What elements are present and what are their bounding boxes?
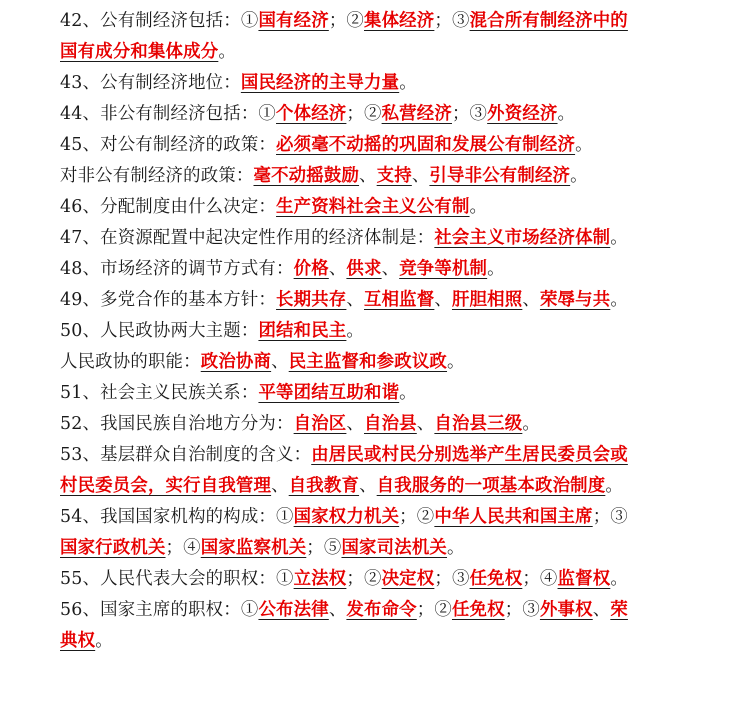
highlighted-answer: 荣 xyxy=(610,600,628,620)
highlighted-answer: 国民经济的主导力量 xyxy=(240,73,400,93)
numbered-item-line xyxy=(60,564,750,595)
plain-text: 。 xyxy=(399,73,417,93)
plain-text: 50、人民政协两大主题： xyxy=(60,321,259,341)
text-line-continuation xyxy=(0,37,750,68)
plain-text: 56、国家主席的职权：① xyxy=(60,600,259,620)
plain-text: 、 xyxy=(522,290,540,310)
numbered-item-line xyxy=(60,99,750,130)
highlighted-answer: 长期共存 xyxy=(276,290,347,310)
plain-text: 。 xyxy=(610,569,628,589)
text-line-continuation xyxy=(0,347,750,378)
numbered-item-line xyxy=(60,285,750,316)
plain-text: 52、我国民族自治地方分为： xyxy=(60,414,294,434)
plain-text: 。 xyxy=(487,259,505,279)
plain-text: ；④ xyxy=(165,538,201,558)
plain-text: ；② xyxy=(399,507,435,527)
plain-text: ；④ xyxy=(522,569,558,589)
highlighted-answer: 决定权 xyxy=(381,569,435,589)
plain-text: ；③ xyxy=(451,104,488,124)
highlighted-answer: 供求 xyxy=(346,259,382,279)
plain-text: 46、分配制度由什么决定： xyxy=(60,197,277,217)
highlighted-answer: 自治县三级 xyxy=(434,414,523,434)
plain-text: 。 xyxy=(610,290,628,310)
plain-text: 。 xyxy=(610,228,628,248)
plain-text: ；③ xyxy=(434,11,470,31)
plain-text: 。 xyxy=(557,104,576,124)
numbered-item-line xyxy=(60,409,750,440)
numbered-item-line xyxy=(60,223,750,254)
plain-text: 、 xyxy=(411,166,430,186)
numbered-item-line xyxy=(60,254,750,285)
plain-text: 、 xyxy=(328,259,347,279)
highlighted-answer: 个体经济 xyxy=(276,104,347,124)
plain-text: 。 xyxy=(399,383,417,403)
plain-text: 。 xyxy=(570,166,588,186)
plain-text: 。 xyxy=(95,631,113,651)
plain-text: ；③ xyxy=(434,569,470,589)
highlighted-answer: 自治区 xyxy=(293,414,347,434)
plain-text: 、 xyxy=(416,414,435,434)
plain-text: 48、市场经济的调节方式有： xyxy=(60,259,294,279)
plain-text: 、 xyxy=(381,259,400,279)
plain-text: 。 xyxy=(447,352,465,372)
highlighted-answer: 国有成分和集体成分 xyxy=(60,42,219,62)
numbered-item-line xyxy=(60,68,750,99)
plain-text: 51、社会主义民族关系： xyxy=(60,383,259,403)
plain-text: 、 xyxy=(592,600,611,620)
highlighted-answer: 引导非公有制经济 xyxy=(429,166,571,186)
highlighted-answer: 国家行政机关 xyxy=(60,538,166,558)
plain-text: 、 xyxy=(271,352,289,372)
plain-text: 、 xyxy=(328,600,347,620)
highlighted-answer: 集体经济 xyxy=(364,11,435,31)
highlighted-answer: 支持 xyxy=(376,166,412,186)
highlighted-answer: 典权 xyxy=(60,631,96,651)
highlighted-answer: 由居民或村民分别选举产生居民委员会或 xyxy=(311,445,628,465)
plain-text: 、 xyxy=(434,290,452,310)
text-line-continuation xyxy=(0,471,750,502)
highlighted-answer: 自我服务的一项基本政治制度 xyxy=(376,476,606,496)
numbered-item-line xyxy=(60,378,750,409)
plain-text: 人民政协的职能： xyxy=(60,352,201,372)
plain-text: 45、对公有制经济的政策： xyxy=(60,135,277,155)
highlighted-answer: 社会主义市场经济体制 xyxy=(434,228,611,248)
plain-text: 。 xyxy=(447,538,465,558)
plain-text: 55、人民代表大会的职权：① xyxy=(60,569,294,589)
highlighted-answer: 荣辱与共 xyxy=(539,290,611,310)
plain-text: 。 xyxy=(469,197,488,217)
plain-text: ；② xyxy=(416,600,452,620)
highlighted-answer: 自治县 xyxy=(364,414,417,434)
numbered-item-line xyxy=(60,440,750,471)
plain-text: 、 xyxy=(346,414,364,434)
plain-text: 、 xyxy=(346,290,364,310)
highlighted-answer: 外资经济 xyxy=(487,104,558,124)
highlighted-answer: 竞争等机制 xyxy=(399,259,488,279)
plain-text: 。 xyxy=(346,321,364,341)
numbered-item-line xyxy=(60,6,750,37)
highlighted-answer: 混合所有制经济中的 xyxy=(469,11,628,31)
numbered-item-line xyxy=(60,595,750,626)
plain-text: 。 xyxy=(218,42,236,62)
numbered-item-line xyxy=(60,192,750,223)
plain-text: ；② xyxy=(328,11,364,31)
highlighted-answer: 私营经济 xyxy=(381,104,452,124)
highlighted-answer: 外事权 xyxy=(539,600,593,620)
highlighted-answer: 国家监察机关 xyxy=(200,538,307,558)
plain-text: 。 xyxy=(605,476,623,496)
plain-text: 53、基层群众自治制度的含义： xyxy=(60,445,312,465)
plain-text: ；② xyxy=(346,569,382,589)
highlighted-answer: 国家司法机关 xyxy=(341,538,448,558)
highlighted-answer: 国家权力机关 xyxy=(293,507,400,527)
plain-text: 对非公有制经济的政策： xyxy=(60,166,254,186)
plain-text: 、 xyxy=(271,476,289,496)
highlighted-answer: 团结和民主 xyxy=(258,321,347,341)
plain-text: ；⑤ xyxy=(306,538,342,558)
plain-text: 、 xyxy=(359,476,377,496)
highlighted-answer: 政治协商 xyxy=(200,352,272,372)
highlighted-answer: 自我教育 xyxy=(288,476,360,496)
text-line-continuation xyxy=(0,161,750,192)
plain-text: ；② xyxy=(346,104,382,124)
plain-text: 43、公有制经济地位： xyxy=(60,73,241,93)
highlighted-answer: 村民委员会，实行自我管理 xyxy=(60,476,272,496)
plain-text: 49、多党合作的基本方针： xyxy=(60,290,277,310)
numbered-item-line xyxy=(60,316,750,347)
plain-text: 。 xyxy=(522,414,540,434)
plain-text: ；③ xyxy=(592,507,628,527)
highlighted-answer: 任免权 xyxy=(469,569,523,589)
highlighted-answer: 必须毫不动摇的巩固和发展公有制经济 xyxy=(276,135,576,155)
plain-text: 。 xyxy=(575,135,593,155)
plain-text: ；③ xyxy=(504,600,540,620)
plain-text: 42、公有制经济包括：① xyxy=(60,11,259,31)
highlighted-answer: 国有经济 xyxy=(258,11,329,31)
highlighted-answer: 生产资料社会主义公有制 xyxy=(276,197,470,217)
text-line-continuation xyxy=(0,533,750,564)
highlighted-answer: 民主监督和参政议政 xyxy=(288,352,448,372)
highlighted-answer: 立法权 xyxy=(293,569,347,589)
highlighted-answer: 价格 xyxy=(293,259,329,279)
highlighted-answer: 发布命令 xyxy=(346,600,417,620)
highlighted-answer: 公布法律 xyxy=(258,600,329,620)
plain-text: 、 xyxy=(359,166,377,186)
plain-text: 47、在资源配置中起决定性作用的经济体制是： xyxy=(60,228,435,248)
highlighted-answer: 互相监督 xyxy=(364,290,435,310)
text-line-continuation xyxy=(0,626,750,657)
plain-text: 44、非公有制经济包括：① xyxy=(60,104,277,124)
highlighted-answer: 监督权 xyxy=(557,569,611,589)
numbered-item-line xyxy=(60,502,750,533)
highlighted-answer: 平等团结互助和谐 xyxy=(258,383,400,403)
plain-text: 54、我国国家机构的构成：① xyxy=(60,507,294,527)
highlighted-answer: 毫不动摇鼓励 xyxy=(253,166,360,186)
numbered-item-line xyxy=(60,130,750,161)
highlighted-answer: 任免权 xyxy=(451,600,505,620)
highlighted-answer: 中华人民共和国主席 xyxy=(434,507,593,527)
highlighted-answer: 肝胆相照 xyxy=(451,290,523,310)
